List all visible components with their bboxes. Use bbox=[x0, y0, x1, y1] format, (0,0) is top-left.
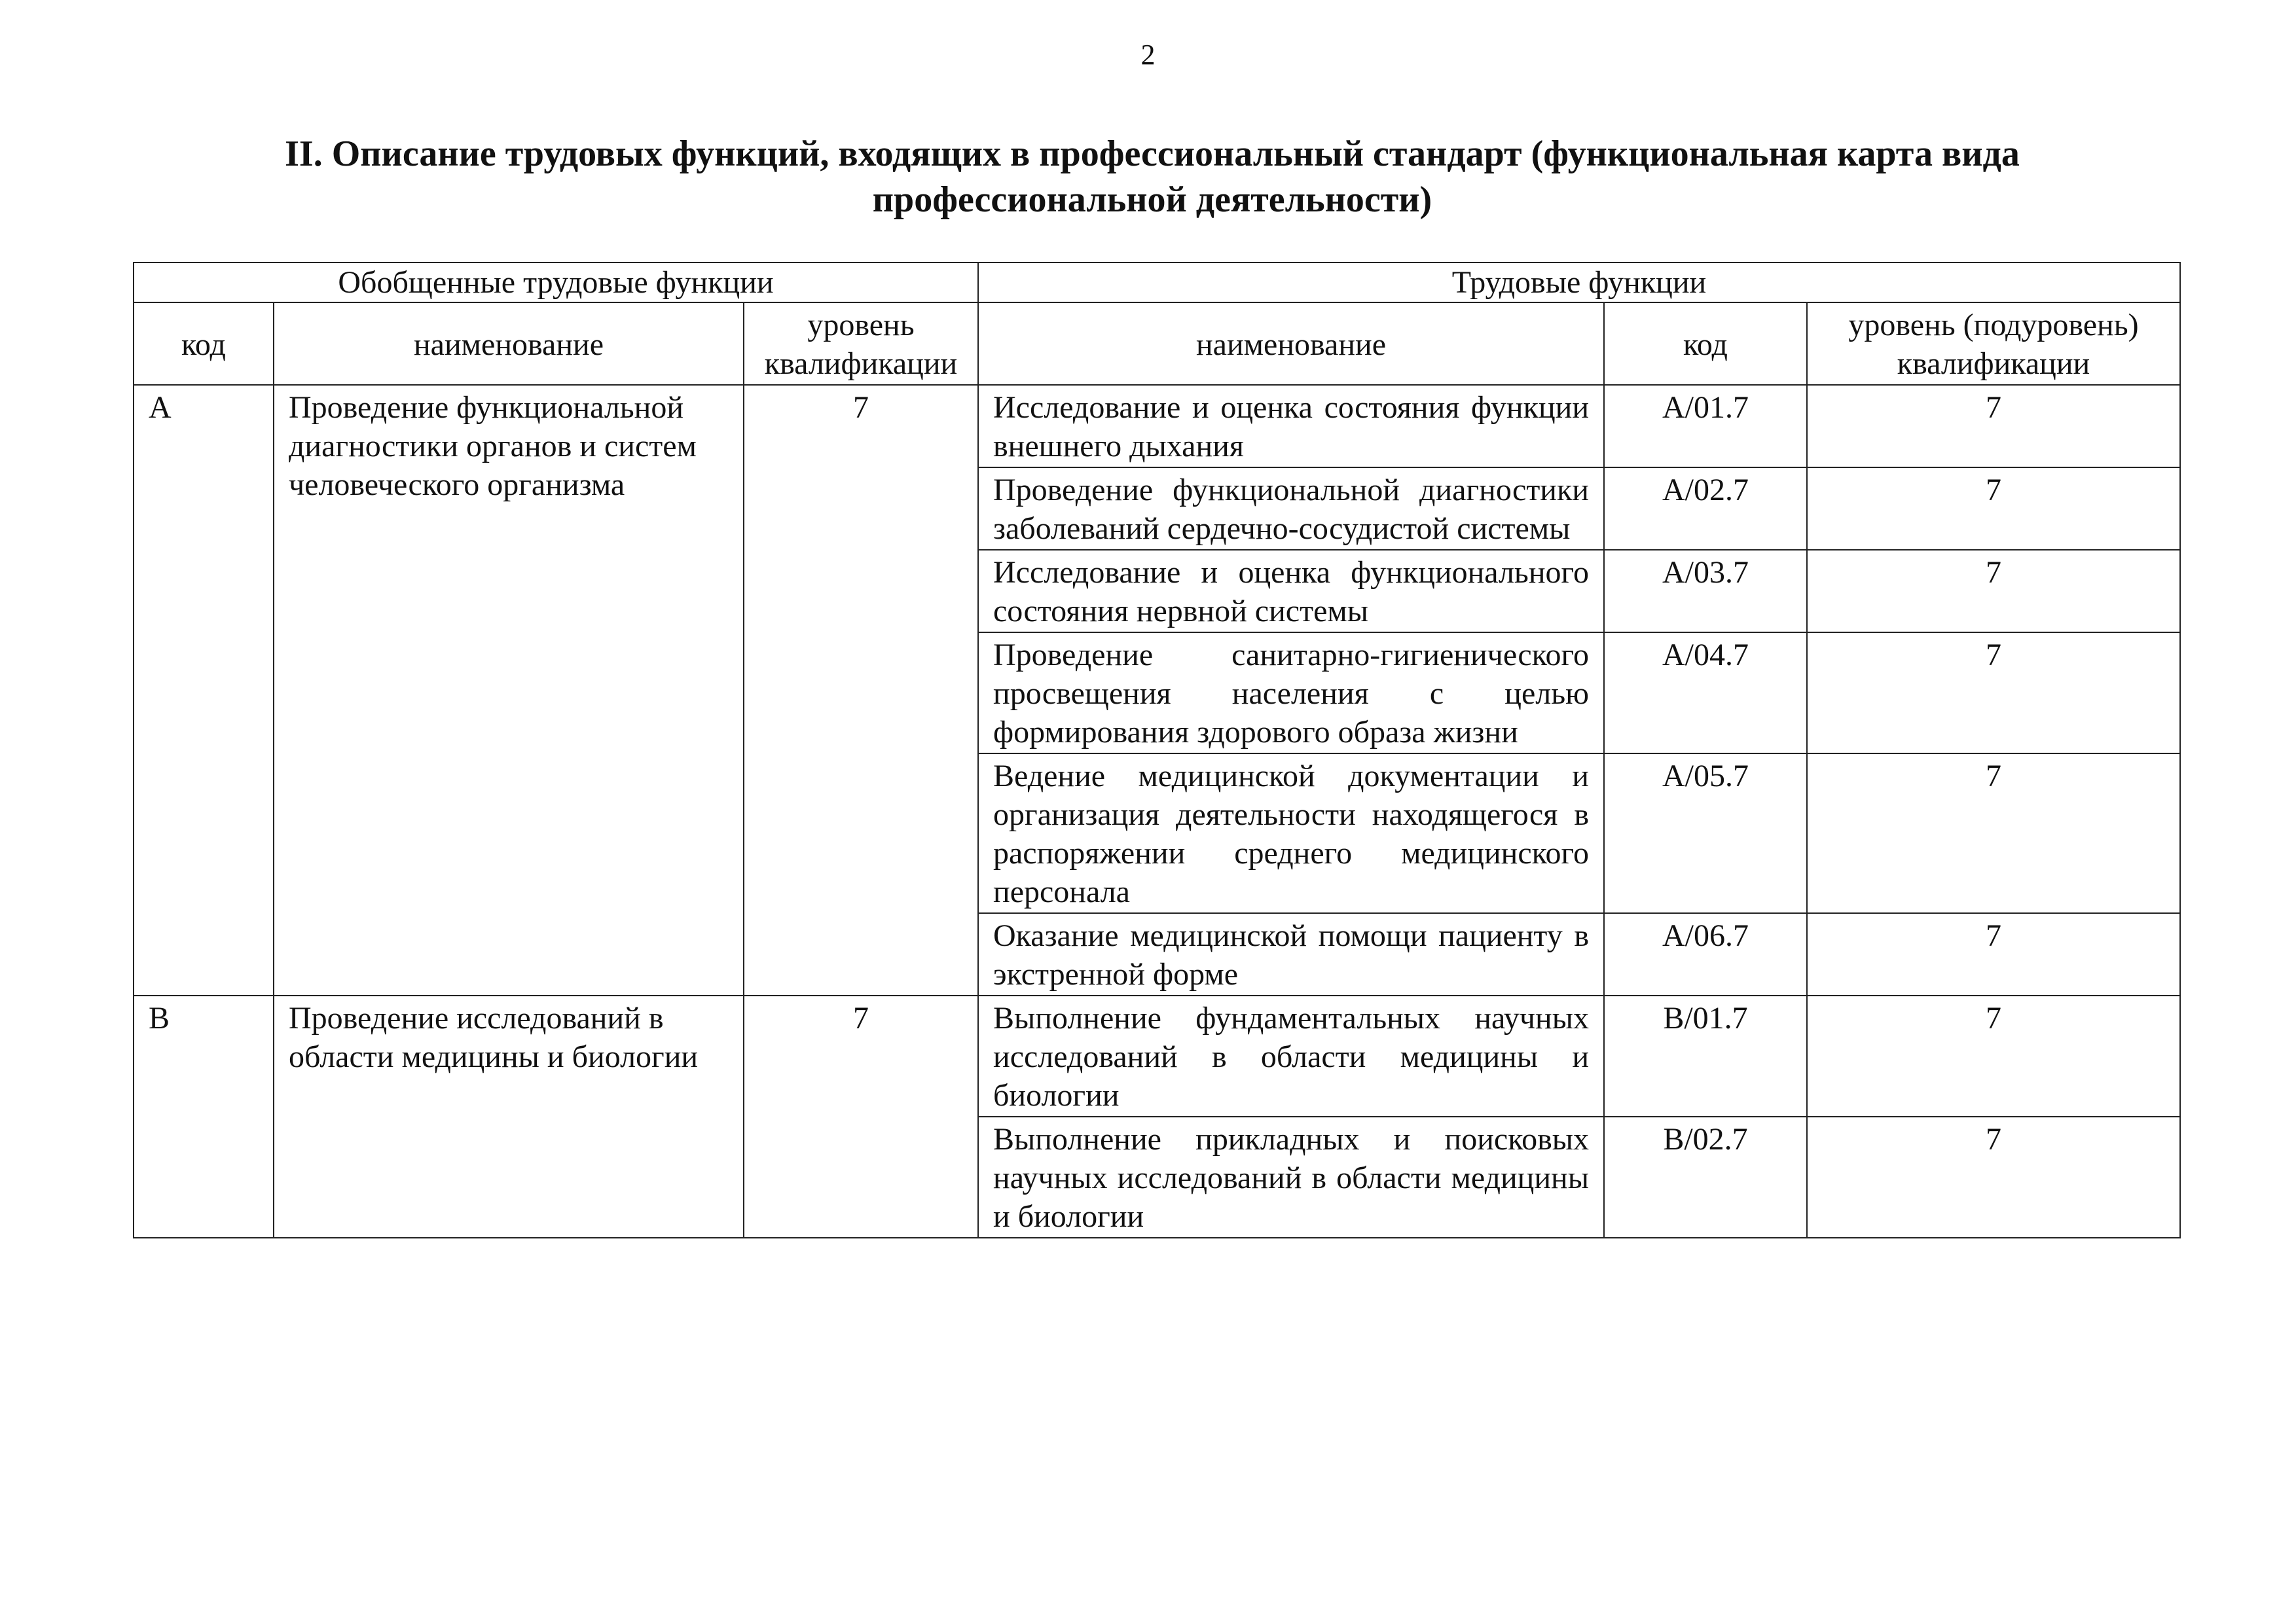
function-name: Исследование и оценка состояния функции внешнего дыхания bbox=[978, 385, 1604, 467]
gen-level-header: уровень квалификации bbox=[744, 302, 978, 385]
function-name: Выполнение прикладных и поисковых научных исследований в области медицины и биологии bbox=[978, 1117, 1604, 1238]
section-title: II. Описание трудовых функций, входящих в профессиональный стандарт (функциональная карта вида профессиональной деятельности) bbox=[285, 134, 2020, 220]
group-level: 7 bbox=[744, 996, 978, 1238]
generalized-functions-header: Обобщенные трудовые функции bbox=[134, 262, 978, 302]
fn-name-header: наименование bbox=[978, 302, 1604, 385]
functional-map-table bbox=[133, 262, 2181, 1238]
function-name: Оказание медицинской помощи пациенту в экстренной форме bbox=[978, 913, 1604, 996]
function-code: A/02.7 bbox=[1604, 467, 1807, 550]
function-level: 7 bbox=[1807, 753, 2180, 913]
function-name: Выполнение фундаментальных научных исследований в области медицины и биологии bbox=[978, 996, 1604, 1117]
function-name: Исследование и оценка функционального состояния нервной системы bbox=[978, 550, 1604, 632]
gen-name-header: наименование bbox=[274, 302, 744, 385]
gen-code-header: код bbox=[134, 302, 274, 385]
function-code: A/04.7 bbox=[1604, 632, 1807, 753]
function-level: 7 bbox=[1807, 632, 2180, 753]
group-name: Проведение функциональной диагностики органов и систем человеческого организма bbox=[274, 385, 744, 996]
function-code: A/01.7 bbox=[1604, 385, 1807, 467]
fn-level-header: уровень (подуровень) квалификации bbox=[1807, 302, 2180, 385]
labor-functions-header: Трудовые функции bbox=[978, 262, 2180, 302]
group-code: A bbox=[134, 385, 274, 996]
function-code: A/05.7 bbox=[1604, 753, 1807, 913]
function-level: 7 bbox=[1807, 996, 2180, 1117]
group-name: Проведение исследований в области медицины и биологии bbox=[274, 996, 744, 1238]
function-level: 7 bbox=[1807, 1117, 2180, 1238]
function-level: 7 bbox=[1807, 467, 2180, 550]
function-code: B/01.7 bbox=[1604, 996, 1807, 1117]
function-name: Проведение функциональной диагностики заболеваний сердечно-сосудистой системы bbox=[978, 467, 1604, 550]
function-level: 7 bbox=[1807, 913, 2180, 996]
function-name: Ведение медицинской документации и организация деятельности находящегося в распоряжении среднего медицинского персонала bbox=[978, 753, 1604, 913]
group-level: 7 bbox=[744, 385, 978, 996]
fn-code-header: код bbox=[1604, 302, 1807, 385]
function-code: A/03.7 bbox=[1604, 550, 1807, 632]
group-header-row bbox=[134, 262, 2180, 302]
function-level: 7 bbox=[1807, 550, 2180, 632]
table-row bbox=[134, 385, 2180, 467]
column-header-row bbox=[134, 302, 2180, 385]
function-code: A/06.7 bbox=[1604, 913, 1807, 996]
table-row bbox=[134, 996, 2180, 1117]
function-level: 7 bbox=[1807, 385, 2180, 467]
function-code: B/02.7 bbox=[1604, 1117, 1807, 1238]
function-name: Проведение санитарно-гигиенического просвещения населения с целью формирования здорового образа жизни bbox=[978, 632, 1604, 753]
group-code: B bbox=[134, 996, 274, 1238]
page-number: 2 bbox=[1140, 39, 1156, 71]
